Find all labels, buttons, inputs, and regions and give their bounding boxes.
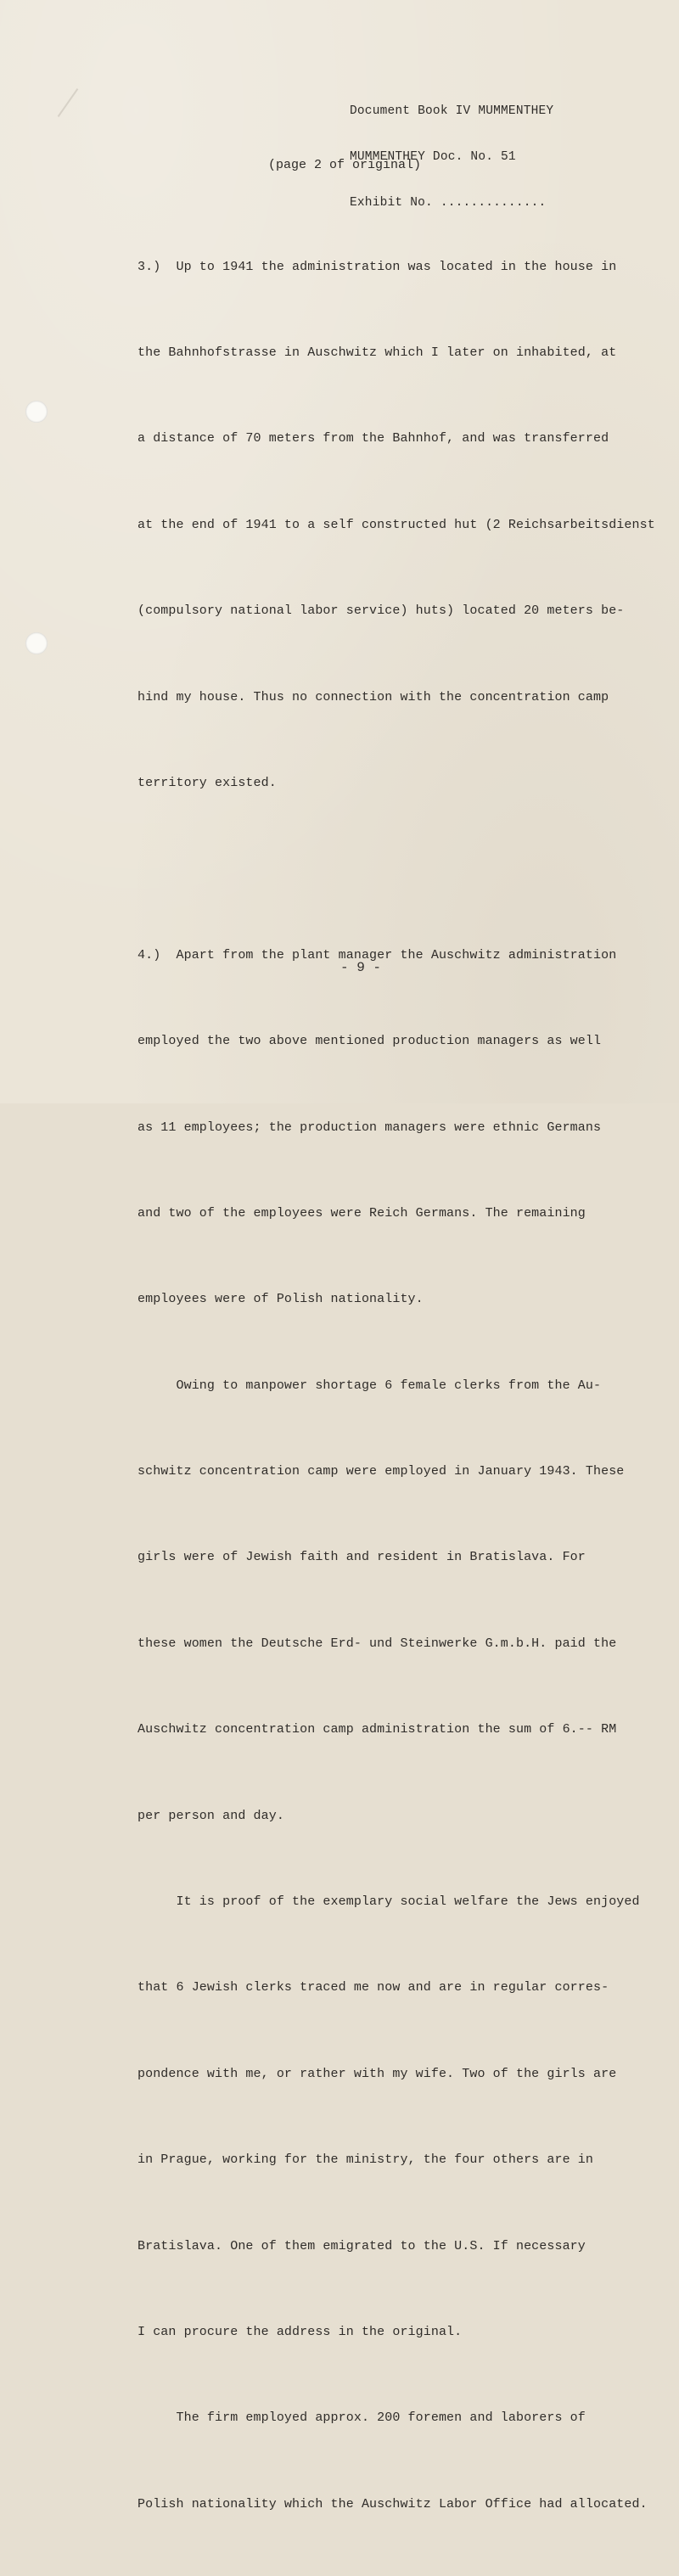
text-line: in Prague, working for the ministry, the four others are in [137,2152,593,2168]
text-line: (compulsory national labor service) huts) located 20 meters be- [137,603,625,619]
text-line: 4.) Apart from the plant manager the Auschwitz administration [137,947,617,962]
page-number: - 9 - [340,960,382,975]
text-line: territory existed. [137,775,277,790]
text-line: that 6 Jewish clerks traced me now and are in regular corres- [137,1980,609,1995]
page-of-original: (page 2 of original) [268,158,422,172]
document-body [137,195,655,2576]
text-line: pondence with me, or rather with my wife. Two of the girls are [137,2066,617,2081]
text-line: per person and day. [137,1808,284,1823]
text-line: as 11 employees; the production managers were ethnic Germans [137,1120,602,1135]
text-line: I can procure the address in the original. [137,2324,463,2339]
paper-fold-mark [58,88,79,117]
text-line: Owing to manpower shortage 6 female clerks from the Au- [137,1378,602,1393]
text-line: these women the Deutsche Erd- und Steinwerke G.m.b.H. paid the [137,1636,617,1651]
text-line: employed the two above mentioned production managers as well [137,1034,602,1049]
text-line: at the end of 1941 to a self constructed hut (2 Reichsarbeitsdienst [137,517,655,532]
header-document-book: Document Book IV MUMMENTHEY [350,104,554,118]
text-line: schwitz concentration camp were employed in January 1943. These [137,1464,625,1479]
text-line: girls were of Jewish faith and resident in Bratislava. For [137,1550,586,1565]
text-line: employees were of Polish nationality. [137,1292,424,1307]
text-line: Polish nationality which the Auschwitz Labor Office had allocated. [137,2496,648,2511]
punch-hole [25,632,48,654]
text-line: hind my house. Thus no connection with the concentration camp [137,689,609,704]
text-line: Auschwitz concentration camp administration the sum of 6.-- RM [137,1722,617,1737]
paragraph-gap [137,855,647,884]
header-exhibit-number: Exhibit No. .............. [350,196,547,210]
text-line: The firm employed approx. 200 foremen and laborers of [137,2410,586,2426]
text-line: 3.) Up to 1941 the administration was located in the house in [137,259,617,274]
punch-hole [25,401,48,423]
text-line: It is proof of the exemplary social welfare the Jews enjoyed [137,1894,640,1910]
text-line: Bratislava. One of them emigrated to the U.S. If necessary [137,2238,586,2253]
header-document-number: MUMMENTHEY Doc. No. 51 [350,150,516,164]
text-line: a distance of 70 meters from the Bahnhof, and was transferred [137,431,609,446]
text-line: and two of the employees were Reich Germans. The remaining [137,1205,586,1221]
text-line: the Bahnhofstrasse in Auschwitz which I later on inhabited, at [137,345,617,360]
